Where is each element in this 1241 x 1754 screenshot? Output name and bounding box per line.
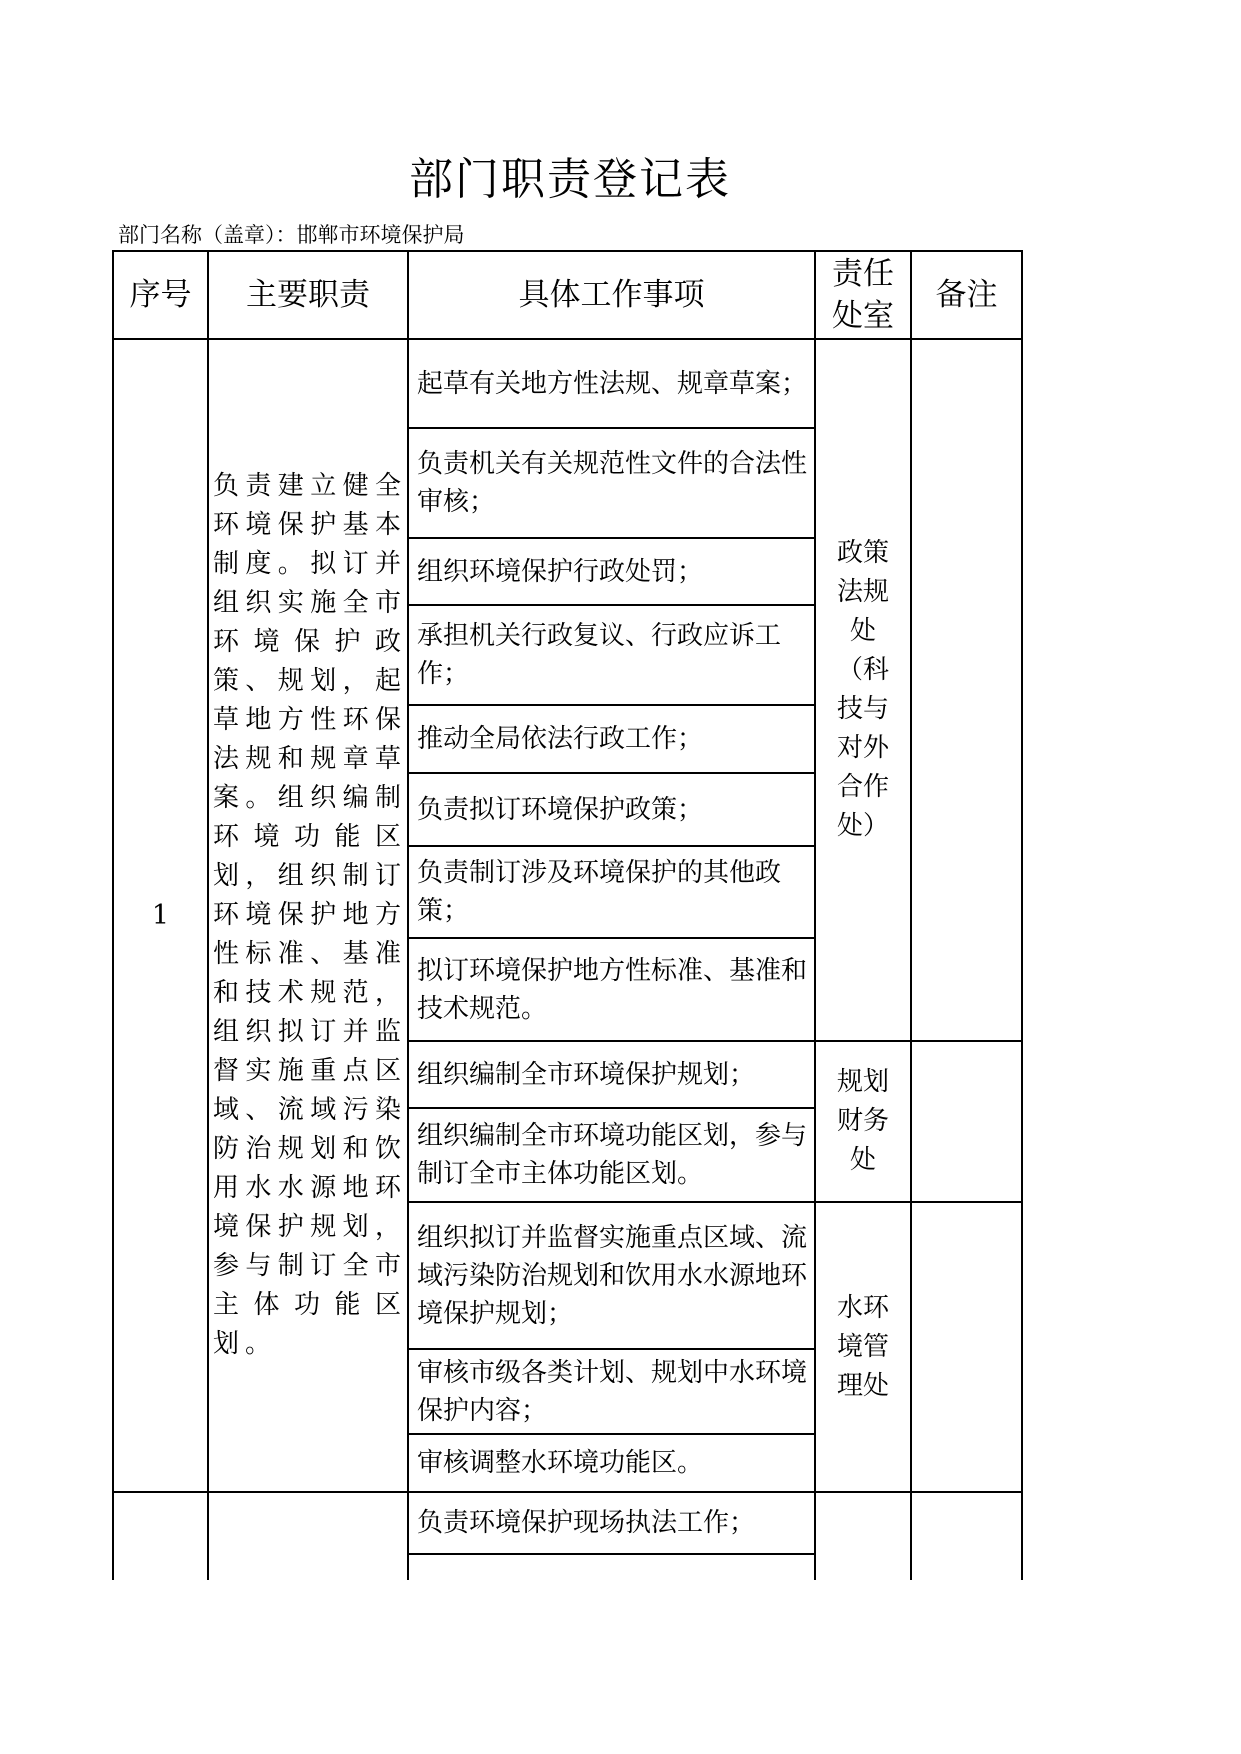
work-item: 负责制订涉及环境保护的其他政策；	[417, 858, 782, 926]
work-item: 负责机关有关规范性文件的合法性审核；	[417, 449, 808, 517]
main-duty-text: 负责建立健全环境保护基本制度。拟订并组织实施全市环境保护政策、规划，起草地方性环保法规和规章草案。组织编制环境功能区划，组织制订环境保护地方性标准、基准和技术规范，组织拟订并监督实施重点区域、流域污染防治规划和饮用水水源地环境保护规划，参与制订全市主体功能区划。	[213, 471, 407, 1359]
header-remark: 备注	[935, 277, 998, 313]
responsible-office: 规划财务处	[836, 1067, 889, 1175]
responsible-office: 政策法规处（科技与对外合作处）	[836, 538, 889, 841]
work-item: 组织环境保护行政处罚；	[417, 556, 704, 587]
responsible-office: 水环境管理处	[836, 1292, 889, 1401]
table-border-right	[1021, 250, 1023, 1580]
work-item: 组织编制全市环境保护规划；	[417, 1059, 756, 1090]
page-title: 部门职责登记表	[409, 154, 731, 205]
work-item: 组织拟订并监督实施重点区域、流域污染防治规划和饮用水水源地环境保护规划；	[417, 1222, 808, 1329]
header-office: 责任处室	[832, 256, 894, 334]
work-item: 拟订环境保护地方性标准、基准和技术规范。	[417, 955, 808, 1024]
item-divider	[408, 1553, 815, 1555]
work-item: 审核调整水环境功能区。	[417, 1448, 704, 1478]
work-item: 组织编制全市环境功能区划，参与制订全市主体功能区划。	[417, 1121, 808, 1189]
work-item: 负责拟订环境保护政策；	[417, 794, 704, 825]
work-item: 承担机关行政复议、行政应诉工作；	[417, 621, 782, 689]
header-seq: 序号	[129, 277, 192, 313]
row-seq: 1	[151, 900, 170, 931]
work-item: 负责环境保护现场执法工作；	[417, 1508, 756, 1538]
work-item: 起草有关地方性法规、规章草案；	[417, 368, 808, 399]
column-divider	[910, 250, 912, 1580]
department-label: 部门名称（盖章）：邯郸市环境保护局	[118, 223, 465, 247]
header-items: 具体工作事项	[518, 277, 705, 313]
work-item: 推动全局依法行政工作；	[417, 724, 704, 754]
header-main-duty: 主要职责	[246, 277, 370, 313]
work-item: 审核市级各类计划、规划中水环境保护内容；	[417, 1357, 808, 1426]
duty-table	[112, 250, 1024, 1580]
